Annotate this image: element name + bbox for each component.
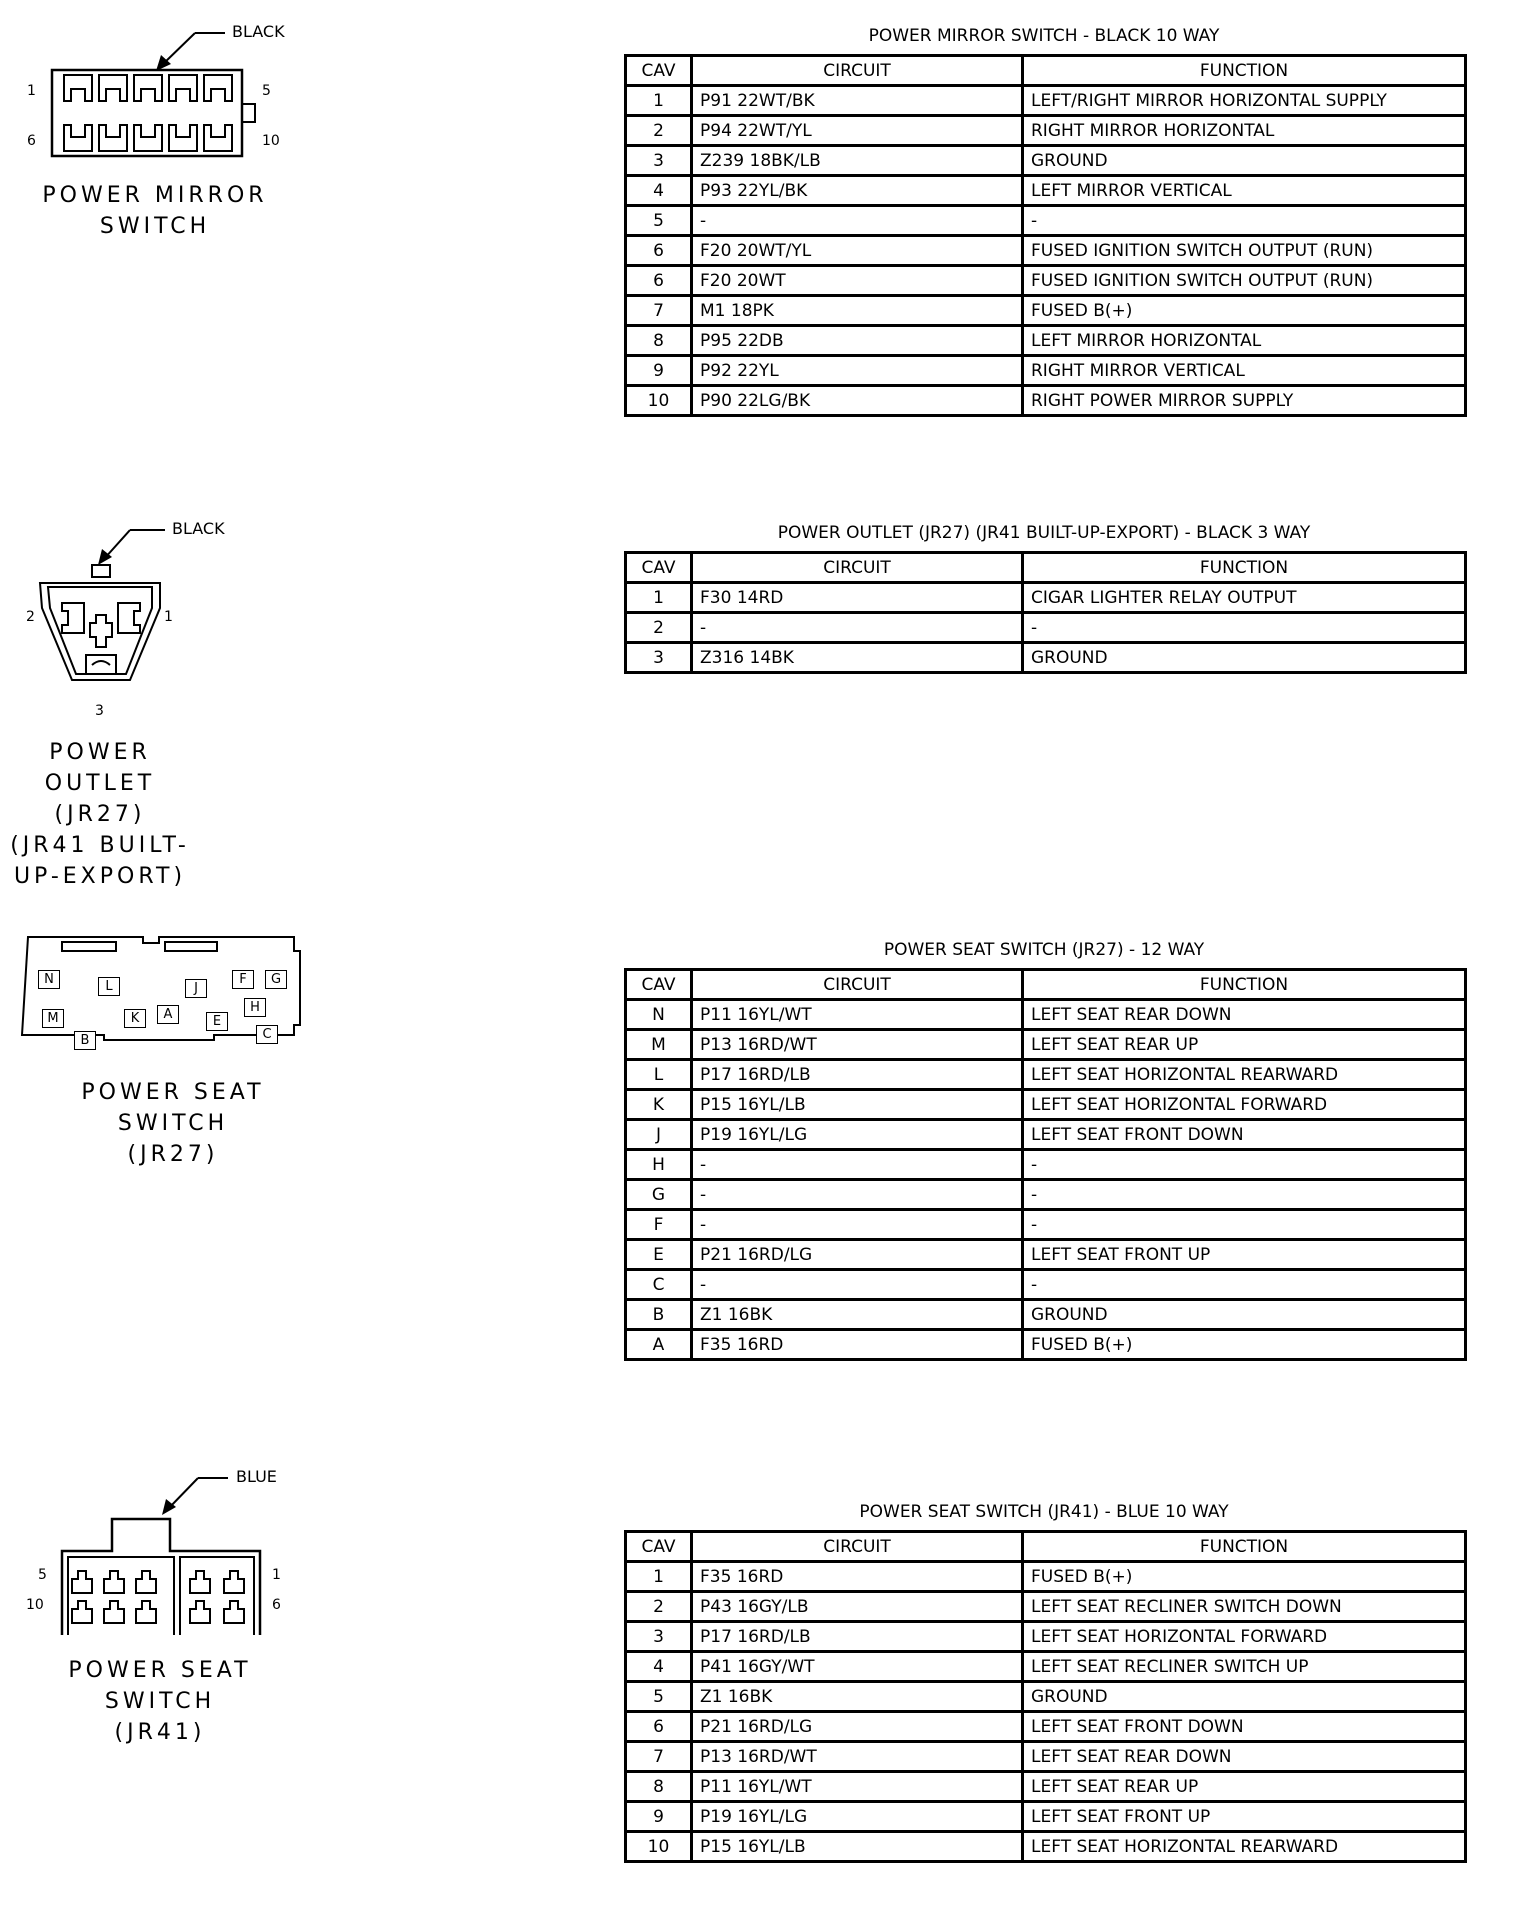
circuit-cell: F20 20WT <box>692 266 1023 296</box>
function-cell: GROUND <box>1023 146 1466 176</box>
cav-cell: 8 <box>626 326 692 356</box>
table-row <box>626 1300 1466 1330</box>
cavity-label: E <box>206 1012 228 1031</box>
function-cell: FUSED B(+) <box>1023 1562 1466 1592</box>
circuit-cell: M1 18PK <box>692 296 1023 326</box>
cavity-label: L <box>98 977 120 996</box>
function-cell: LEFT SEAT HORIZONTAL REARWARD <box>1023 1832 1466 1862</box>
pin-number: 6 <box>272 1597 281 1613</box>
cavity-label: F <box>232 970 254 989</box>
cav-cell: 3 <box>626 146 692 176</box>
cav-cell: 10 <box>626 1832 692 1862</box>
function-header: FUNCTION <box>1023 1532 1466 1562</box>
cav-cell: 2 <box>626 613 692 643</box>
table-row <box>626 326 1466 356</box>
power-outlet-connector <box>0 505 340 905</box>
circuit-cell: P93 22YL/BK <box>692 176 1023 206</box>
pin-number: 5 <box>38 1567 47 1583</box>
function-header: FUNCTION <box>1023 56 1466 86</box>
circuit-cell: P19 16YL/LG <box>692 1802 1023 1832</box>
circuit-cell: F35 16RD <box>692 1562 1023 1592</box>
table-row <box>626 1120 1466 1150</box>
function-cell: FUSED B(+) <box>1023 296 1466 326</box>
pin-number: 6 <box>27 133 36 149</box>
circuit-header: CIRCUIT <box>692 56 1023 86</box>
cav-header: CAV <box>626 970 692 1000</box>
table-row <box>626 146 1466 176</box>
connector-title: POWER SEAT SWITCH (JR41) <box>68 1658 252 1745</box>
pin-number: 3 <box>95 703 104 719</box>
circuit-cell: F30 14RD <box>692 583 1023 613</box>
table-row <box>626 176 1466 206</box>
function-cell: LEFT SEAT HORIZONTAL FORWARD <box>1023 1090 1466 1120</box>
circuit-cell: F20 20WT/YL <box>692 236 1023 266</box>
cav-cell: 10 <box>626 386 692 416</box>
table-row <box>626 356 1466 386</box>
function-cell: GROUND <box>1023 643 1466 673</box>
cav-cell: 5 <box>626 206 692 236</box>
circuit-cell: - <box>692 1180 1023 1210</box>
circuit-cell: Z316 14BK <box>692 643 1023 673</box>
circuit-cell: P41 16GY/WT <box>692 1652 1023 1682</box>
circuit-cell: P21 16RD/LG <box>692 1712 1023 1742</box>
function-cell: LEFT MIRROR HORIZONTAL <box>1023 326 1466 356</box>
table-title: POWER SEAT SWITCH (JR27) - 12 WAY <box>883 940 1205 960</box>
table-row <box>626 296 1466 326</box>
connector-color-label: BLACK <box>172 519 225 538</box>
function-cell: LEFT SEAT HORIZONTAL REARWARD <box>1023 1060 1466 1090</box>
circuit-cell: Z1 16BK <box>692 1682 1023 1712</box>
pin-number: 1 <box>27 83 36 99</box>
cav-cell: K <box>626 1090 692 1120</box>
table-row <box>626 1210 1466 1240</box>
cav-cell: 1 <box>626 86 692 116</box>
table-row <box>626 1682 1466 1712</box>
table-row <box>626 1742 1466 1772</box>
cav-cell: 6 <box>626 266 692 296</box>
pin-number: 2 <box>26 609 35 625</box>
connector-title: POWER OUTLET (JR27) (JR41 BUILT- UP-EXPORT) <box>10 740 190 889</box>
function-cell: RIGHT MIRROR HORIZONTAL <box>1023 116 1466 146</box>
table-row <box>626 643 1466 673</box>
table-row <box>626 1000 1466 1030</box>
pin-number: 10 <box>26 1597 44 1613</box>
table-row <box>626 1832 1466 1862</box>
circuit-cell: P92 22YL <box>692 356 1023 386</box>
table-row <box>626 1030 1466 1060</box>
cav-cell: 2 <box>626 116 692 146</box>
cav-cell: M <box>626 1030 692 1060</box>
pin-number: 5 <box>262 83 271 99</box>
cav-cell: 9 <box>626 356 692 386</box>
circuit-cell: - <box>692 613 1023 643</box>
circuit-cell: P94 22WT/YL <box>692 116 1023 146</box>
cav-cell: A <box>626 1330 692 1360</box>
function-cell: LEFT/RIGHT MIRROR HORIZONTAL SUPPLY <box>1023 86 1466 116</box>
function-cell: - <box>1023 206 1466 236</box>
circuit-cell: P95 22DB <box>692 326 1023 356</box>
cav-cell: 1 <box>626 583 692 613</box>
pinout-table <box>624 551 1467 674</box>
table-row <box>626 86 1466 116</box>
function-cell: LEFT SEAT FRONT UP <box>1023 1240 1466 1270</box>
function-cell: - <box>1023 1180 1466 1210</box>
table-row <box>626 1150 1466 1180</box>
function-cell: LEFT SEAT HORIZONTAL FORWARD <box>1023 1622 1466 1652</box>
cav-cell: F <box>626 1210 692 1240</box>
cavity-label: K <box>124 1009 146 1028</box>
pin-number: 1 <box>272 1567 281 1583</box>
cavity-label: J <box>185 979 207 998</box>
table-header-row <box>626 1532 1466 1562</box>
function-cell: LEFT SEAT REAR DOWN <box>1023 1742 1466 1772</box>
table-row <box>626 236 1466 266</box>
power-outlet-connector-drawing <box>0 505 340 765</box>
function-header: FUNCTION <box>1023 970 1466 1000</box>
cav-cell: 3 <box>626 1622 692 1652</box>
function-cell: FUSED IGNITION SWITCH OUTPUT (RUN) <box>1023 236 1466 266</box>
function-cell: LEFT SEAT RECLINER SWITCH DOWN <box>1023 1592 1466 1622</box>
cav-header: CAV <box>626 553 692 583</box>
table-header-row <box>626 553 1466 583</box>
function-cell: LEFT SEAT REAR UP <box>1023 1772 1466 1802</box>
table-row <box>626 613 1466 643</box>
table-header-row <box>626 56 1466 86</box>
cav-cell: 1 <box>626 1562 692 1592</box>
pin-number: 1 <box>164 609 173 625</box>
cav-cell: 6 <box>626 236 692 266</box>
table-row <box>626 386 1466 416</box>
function-cell: LEFT SEAT FRONT DOWN <box>1023 1712 1466 1742</box>
circuit-cell: P43 16GY/LB <box>692 1592 1023 1622</box>
cav-cell: L <box>626 1060 692 1090</box>
cavity-label: C <box>256 1025 278 1044</box>
table-row <box>626 1270 1466 1300</box>
circuit-header: CIRCUIT <box>692 1532 1023 1562</box>
table-row <box>626 1180 1466 1210</box>
function-cell: LEFT SEAT RECLINER SWITCH UP <box>1023 1652 1466 1682</box>
function-cell: LEFT MIRROR VERTICAL <box>1023 176 1466 206</box>
cav-cell: J <box>626 1120 692 1150</box>
circuit-cell: - <box>692 206 1023 236</box>
connector-title: POWER MIRROR SWITCH <box>42 183 268 239</box>
power-seat-switch-jr41-connector <box>0 1455 340 1755</box>
table-row <box>626 1240 1466 1270</box>
table-row <box>626 1622 1466 1652</box>
cav-cell: B <box>626 1300 692 1330</box>
table-row <box>626 266 1466 296</box>
circuit-cell: P90 22LG/BK <box>692 386 1023 416</box>
circuit-cell: P19 16YL/LG <box>692 1120 1023 1150</box>
circuit-header: CIRCUIT <box>692 553 1023 583</box>
cav-cell: 2 <box>626 1592 692 1622</box>
pin-number: 10 <box>262 133 280 149</box>
table-header-row <box>626 970 1466 1000</box>
circuit-cell: P13 16RD/WT <box>692 1742 1023 1772</box>
connector-title: POWER SEAT SWITCH (JR27) <box>81 1080 265 1167</box>
table-row <box>626 1712 1466 1742</box>
circuit-cell: P17 16RD/LB <box>692 1060 1023 1090</box>
circuit-cell: - <box>692 1150 1023 1180</box>
function-cell: RIGHT MIRROR VERTICAL <box>1023 356 1466 386</box>
cavity-label: H <box>244 998 266 1017</box>
cav-cell: H <box>626 1150 692 1180</box>
cav-cell: 5 <box>626 1682 692 1712</box>
power-seat-jr27-connector-drawing <box>0 925 340 1065</box>
circuit-cell: P13 16RD/WT <box>692 1030 1023 1060</box>
circuit-cell: - <box>692 1270 1023 1300</box>
cav-cell: N <box>626 1000 692 1030</box>
circuit-cell: P15 16YL/LB <box>692 1832 1023 1862</box>
cav-cell: 7 <box>626 296 692 326</box>
power-seat-switch-jr27-connector <box>0 925 340 1185</box>
circuit-cell: Z239 18BK/LB <box>692 146 1023 176</box>
cavity-label: A <box>157 1005 179 1024</box>
cavity-label: G <box>265 970 287 989</box>
cav-cell: C <box>626 1270 692 1300</box>
table-row <box>626 1652 1466 1682</box>
table-row <box>626 1330 1466 1360</box>
cav-cell: E <box>626 1240 692 1270</box>
table-row <box>626 1090 1466 1120</box>
function-cell: FUSED B(+) <box>1023 1330 1466 1360</box>
table-row <box>626 1802 1466 1832</box>
function-cell: GROUND <box>1023 1300 1466 1330</box>
function-cell: - <box>1023 1210 1466 1240</box>
function-cell: LEFT SEAT FRONT UP <box>1023 1802 1466 1832</box>
cav-cell: 4 <box>626 176 692 206</box>
function-cell: RIGHT POWER MIRROR SUPPLY <box>1023 386 1466 416</box>
table-title: POWER MIRROR SWITCH - BLACK 10 WAY <box>868 26 1220 46</box>
circuit-cell: P11 16YL/WT <box>692 1772 1023 1802</box>
circuit-cell: P11 16YL/WT <box>692 1000 1023 1030</box>
function-cell: - <box>1023 613 1466 643</box>
circuit-cell: P91 22WT/BK <box>692 86 1023 116</box>
function-cell: CIGAR LIGHTER RELAY OUTPUT <box>1023 583 1466 613</box>
power-seat-jr41-connector-drawing <box>0 1455 340 1635</box>
cav-cell: 8 <box>626 1772 692 1802</box>
function-cell: - <box>1023 1270 1466 1300</box>
power-mirror-switch-connector <box>0 0 340 260</box>
connector-color-label: BLUE <box>236 1467 277 1486</box>
table-title: POWER SEAT SWITCH (JR41) - BLUE 10 WAY <box>859 1502 1229 1522</box>
circuit-header: CIRCUIT <box>692 970 1023 1000</box>
circuit-cell: Z1 16BK <box>692 1300 1023 1330</box>
pinout-table <box>624 968 1467 1361</box>
cav-cell: 6 <box>626 1712 692 1742</box>
table-row <box>626 116 1466 146</box>
cav-cell: G <box>626 1180 692 1210</box>
circuit-cell: P15 16YL/LB <box>692 1090 1023 1120</box>
table-row <box>626 583 1466 613</box>
table-row <box>626 1562 1466 1592</box>
table-row <box>626 1060 1466 1090</box>
cavity-label: N <box>38 970 60 989</box>
cav-header: CAV <box>626 56 692 86</box>
table-title: POWER OUTLET (JR27) (JR41 BUILT-UP-EXPORT) - BLACK 3 WAY <box>777 523 1311 543</box>
pinout-table <box>624 54 1467 417</box>
connector-color-label: BLACK <box>232 22 285 41</box>
cavity-label: B <box>74 1031 96 1050</box>
cav-cell: 4 <box>626 1652 692 1682</box>
cav-header: CAV <box>626 1532 692 1562</box>
function-cell: LEFT SEAT REAR DOWN <box>1023 1000 1466 1030</box>
cavity-label: M <box>42 1009 64 1028</box>
circuit-cell: F35 16RD <box>692 1330 1023 1360</box>
table-row <box>626 206 1466 236</box>
circuit-cell: P17 16RD/LB <box>692 1622 1023 1652</box>
pinout-table <box>624 1530 1467 1863</box>
circuit-cell: P21 16RD/LG <box>692 1240 1023 1270</box>
table-row <box>626 1772 1466 1802</box>
cav-cell: 3 <box>626 643 692 673</box>
function-cell: LEFT SEAT FRONT DOWN <box>1023 1120 1466 1150</box>
function-cell: - <box>1023 1150 1466 1180</box>
table-row <box>626 1592 1466 1622</box>
circuit-cell: - <box>692 1210 1023 1240</box>
function-header: FUNCTION <box>1023 553 1466 583</box>
function-cell: FUSED IGNITION SWITCH OUTPUT (RUN) <box>1023 266 1466 296</box>
function-cell: LEFT SEAT REAR UP <box>1023 1030 1466 1060</box>
cav-cell: 7 <box>626 1742 692 1772</box>
function-cell: GROUND <box>1023 1682 1466 1712</box>
cav-cell: 9 <box>626 1802 692 1832</box>
